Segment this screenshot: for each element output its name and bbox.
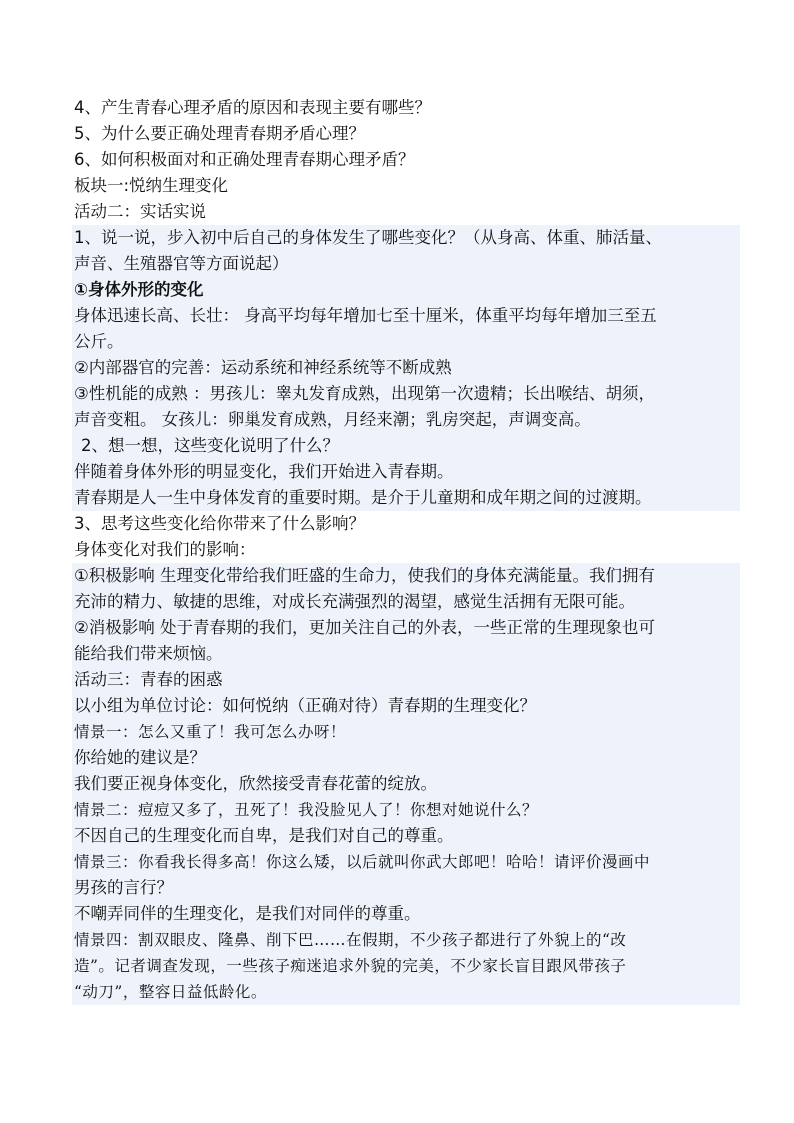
- text-line: 你给她的建议是？: [72, 745, 740, 771]
- text-line: 声音、生殖器官等方面说起）: [72, 251, 740, 277]
- text-line: 5、为什么要正确处理青春期矛盾心理？: [74, 124, 365, 143]
- text-line: 情景一：怎么又重了！我可怎么办呀！: [72, 719, 740, 745]
- text-line: 伴随着身体外形的明显变化，我们开始进入青春期。: [72, 459, 740, 485]
- text-line: 情景二：痘痘又多了，丑死了！我没脸见人了！你想对她说什么？: [72, 797, 740, 823]
- text-line: 我们要正视身体变化，欣然接受青春花蕾的绽放。: [72, 771, 740, 797]
- text-line: ①身体外形的变化: [72, 277, 740, 303]
- text-line: 6、如何积极面对和正确处理青春期心理矛盾？: [74, 150, 415, 169]
- text-line: 情景三：你看我长得多高！你这么矮，以后就叫你武大郎吧！哈哈！请评价漫画中: [72, 849, 740, 875]
- text-line: 充沛的精力、敏捷的思维，对成长充满强烈的渴望，感觉生活拥有无限可能。: [72, 589, 740, 615]
- text-line: 2、想一想，这些变化说明了什么？: [72, 433, 740, 459]
- text-line: ②消极影响 处于青春期的我们，更加关注自己的外表，一些正常的生理现象也可: [72, 615, 740, 641]
- text-line: 男孩的言行？: [72, 875, 740, 901]
- text-line: 造”。记者调查发现，一些孩子痴迷追求外貌的完美，不少家长盲目跟风带孩子: [72, 953, 740, 979]
- text-line: 不嘲弄同伴的生理变化，是我们对同伴的尊重。: [72, 901, 740, 927]
- text-line: 板块一:悦纳生理变化: [74, 176, 229, 195]
- document-body: [72, 95, 740, 1005]
- text-line: 4、产生青春心理矛盾的原因和表现主要有哪些？: [74, 98, 431, 117]
- text-line: 3、思考这些变化给你带来了什么影响？: [74, 514, 365, 533]
- text-line: ③性机能的成熟 ：男孩儿：睾丸发育成熟，出现第一次遗精；长出喉结、胡须，: [72, 381, 740, 407]
- text-line: 以小组为单位讨论：如何悦纳（正确对待）青春期的生理变化？: [72, 693, 740, 719]
- text-line: 能给我们带来烦恼。: [72, 641, 740, 667]
- text-line: 情景四：割双眼皮、隆鼻、削下巴……在假期，不少孩子都进行了外貌上的“改: [72, 927, 740, 953]
- text-line: ①积极影响 生理变化带给我们旺盛的生命力，使我们的身体充满能量。我们拥有: [72, 563, 740, 589]
- text-line: ②内部器官的完善：运动系统和神经系统等不断成熟: [72, 355, 740, 381]
- text-line: “动刀”，整容日益低龄化。: [72, 979, 740, 1005]
- text-line: 身体变化对我们的影响：: [74, 540, 256, 559]
- text-line: 青春期是人一生中身体发育的重要时期。是介于儿童期和成年期之间的过渡期。: [72, 485, 740, 511]
- text-line: 活动二：实话实说: [74, 202, 206, 221]
- text-line: 身体迅速长高、长壮： 身高平均每年增加七至十厘米，体重平均每年增加三至五: [72, 303, 740, 329]
- text-line: 公斤。: [72, 329, 740, 355]
- text-line: 活动三：青春的困惑: [72, 667, 740, 693]
- text-line: 不因自己的生理变化而自卑，是我们对自己的尊重。: [72, 823, 740, 849]
- text-line: 1、说一说，步入初中后自己的身体发生了哪些变化？（从身高、体重、肺活量、: [72, 225, 740, 251]
- text-line: 声音变粗。 女孩儿：卵巢发育成熟，月经来潮；乳房突起，声调变高。: [72, 407, 740, 433]
